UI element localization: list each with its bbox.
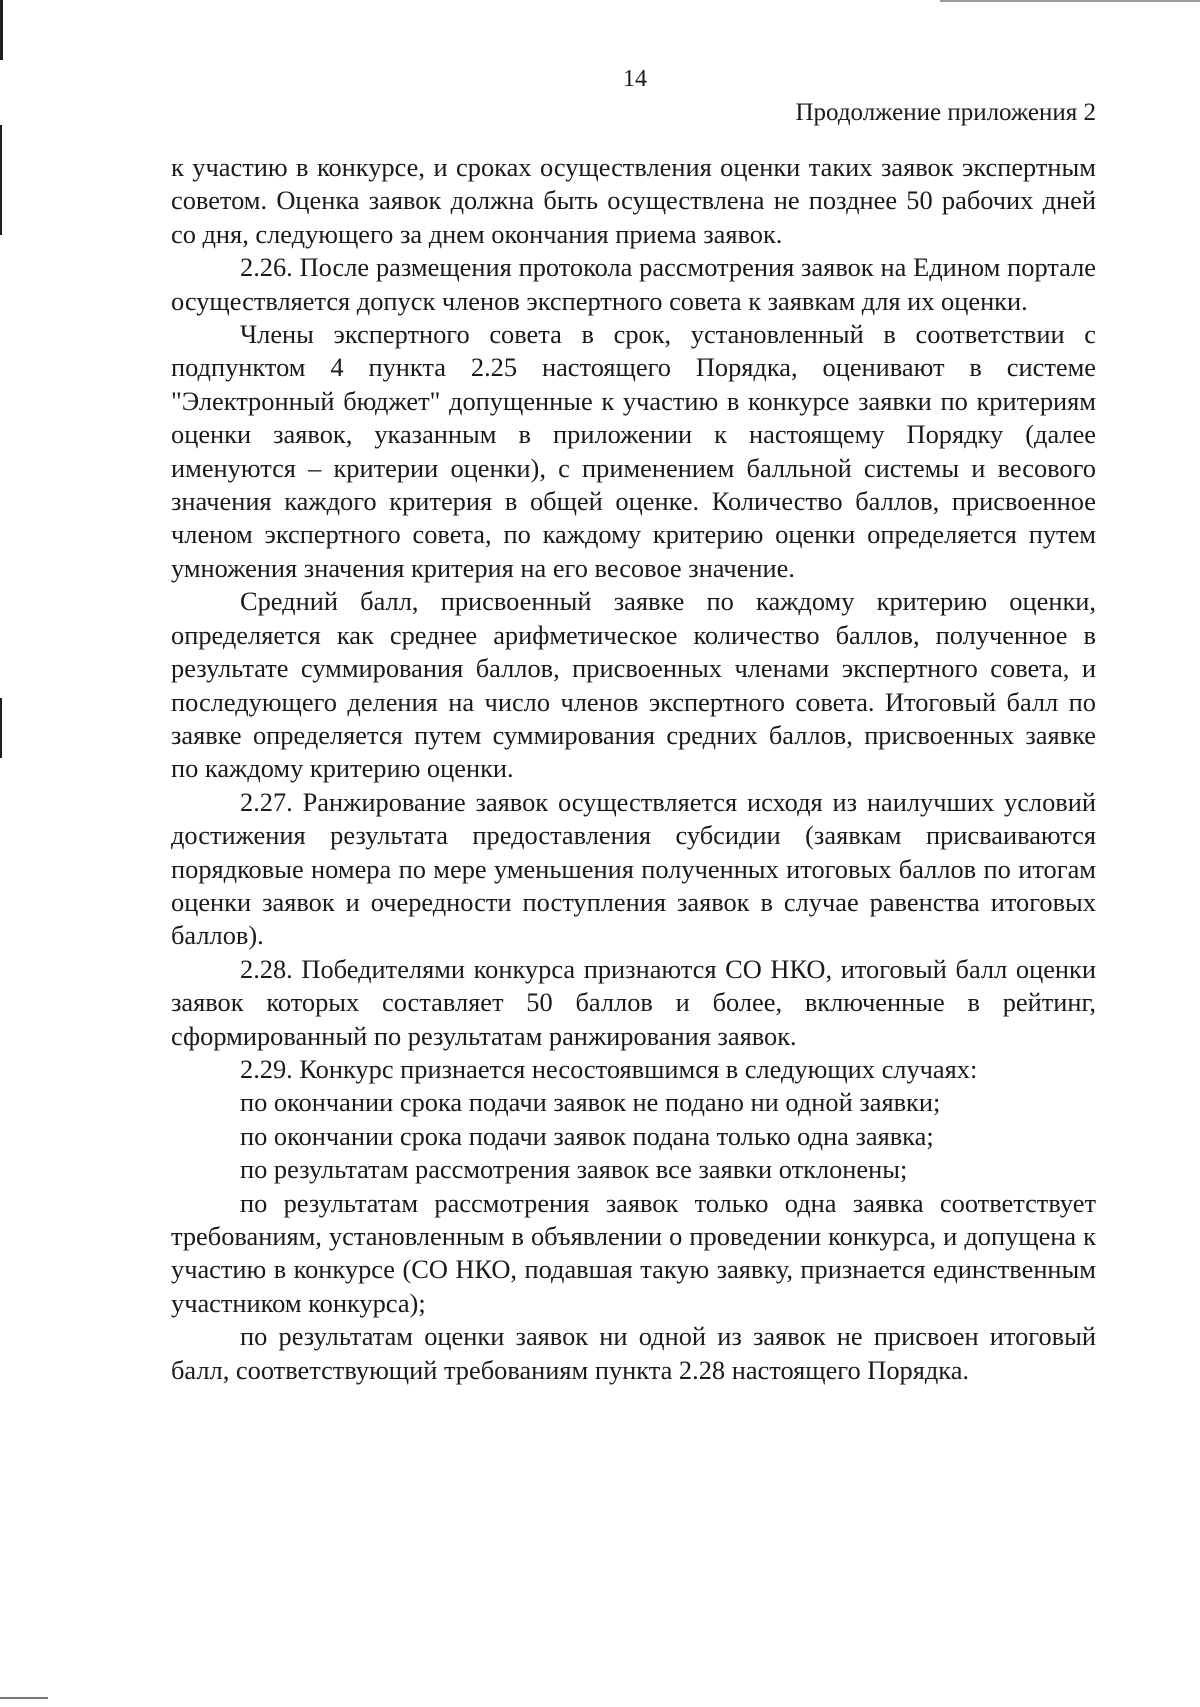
- paragraph-2-26: 2.26. После размещения протокола рассмотрения заявок на Едином портале осуществляется допуск членов экспертного совета к заявкам для их оценки.: [171, 252, 1096, 316]
- scan-edge-mark: [940, 0, 1200, 2]
- scan-edge-mark: [0, 0, 3, 60]
- paragraph-average-score: Средний балл, присвоенный заявке по каждому критерию оценки, определяется как среднее арифметическое количество баллов, полученное в результате суммирования баллов, присвоенных членами экспертного совета, и последующего деления на число членов экспертного совета. Итоговый балл по заявке определяется путем суммирования средних баллов, присвоенных заявке по каждому критерию оценки.: [171, 586, 1096, 784]
- scan-edge-mark: [0, 698, 2, 758]
- list-item-case-3: по результатам рассмотрения заявок все заявки отклонены;: [240, 1154, 908, 1185]
- page-number: 14: [623, 66, 647, 92]
- paragraph-2-28: 2.28. Победителями конкурса признаются СО НКО, итоговый балл оценки заявок которых составляет 50 баллов и более, включенные в рейтинг, сформированный по результатам ранжирования заявок.: [171, 953, 1096, 1051]
- paragraph-continuation: к участию в конкурсе, и сроках осуществления оценки таких заявок экспертным советом. Оценка заявок должна быть осуществлена не позднее 50 рабочих дней со дня, следующего за днем окончания приема заявок.: [171, 152, 1096, 249]
- list-item-case-2: по окончании срока подачи заявок подана только одна заявка;: [240, 1120, 934, 1151]
- document-body: [171, 151, 1096, 1387]
- page-header: Продолжение приложения 2: [795, 99, 1096, 126]
- paragraph-2-27: 2.27. Ранжирование заявок осуществляется исходя из наилучших условий достижения результата предоставления субсидии (заявкам присваиваются порядковые номера по мере уменьшения полученных итоговых баллов по итогам оценки заявок и очередности поступления заявок в случае равенства итоговых баллов).: [171, 786, 1096, 951]
- paragraph-2-29: 2.29. Конкурс признается несостоявшимся в следующих случаях:: [240, 1053, 978, 1084]
- scan-edge-mark: [0, 1697, 48, 1699]
- list-item-case-1: по окончании срока подачи заявок не подано ни одной заявки;: [240, 1087, 941, 1118]
- paragraph-expert-evaluation: Члены экспертного совета в срок, установленный в соответствии с подпунктом 4 пункта 2.25 настоящего Порядка, оценивают в системе "Электронный бюджет" допущенные к участию в конкурсе заявки по критериям оценки заявок, указанным в приложении к настоящему Порядку (далее именуются – критерии оценки), с применением балльной системы и весового значения каждого критерия в общей оценке. Количество баллов, присвоенное членом экспертного совета, по каждому критерию оценки определяется путем умножения значения критерия на его весовое значение.: [171, 319, 1096, 583]
- scan-edge-mark: [0, 125, 2, 235]
- list-item-case-4: по результатам рассмотрения заявок только одна заявка соответствует требованиям, установленным в объявлении о проведении конкурса, и допущена к участию в конкурсе (СО НКО, подавшая такую заявку, признается единственным участником конкурса);: [171, 1187, 1096, 1318]
- list-item-case-5: по результатам оценки заявок ни одной из заявок не присвоен итоговый балл, соответствующий требованиям пункта 2.28 настоящего Порядка.: [171, 1321, 1096, 1385]
